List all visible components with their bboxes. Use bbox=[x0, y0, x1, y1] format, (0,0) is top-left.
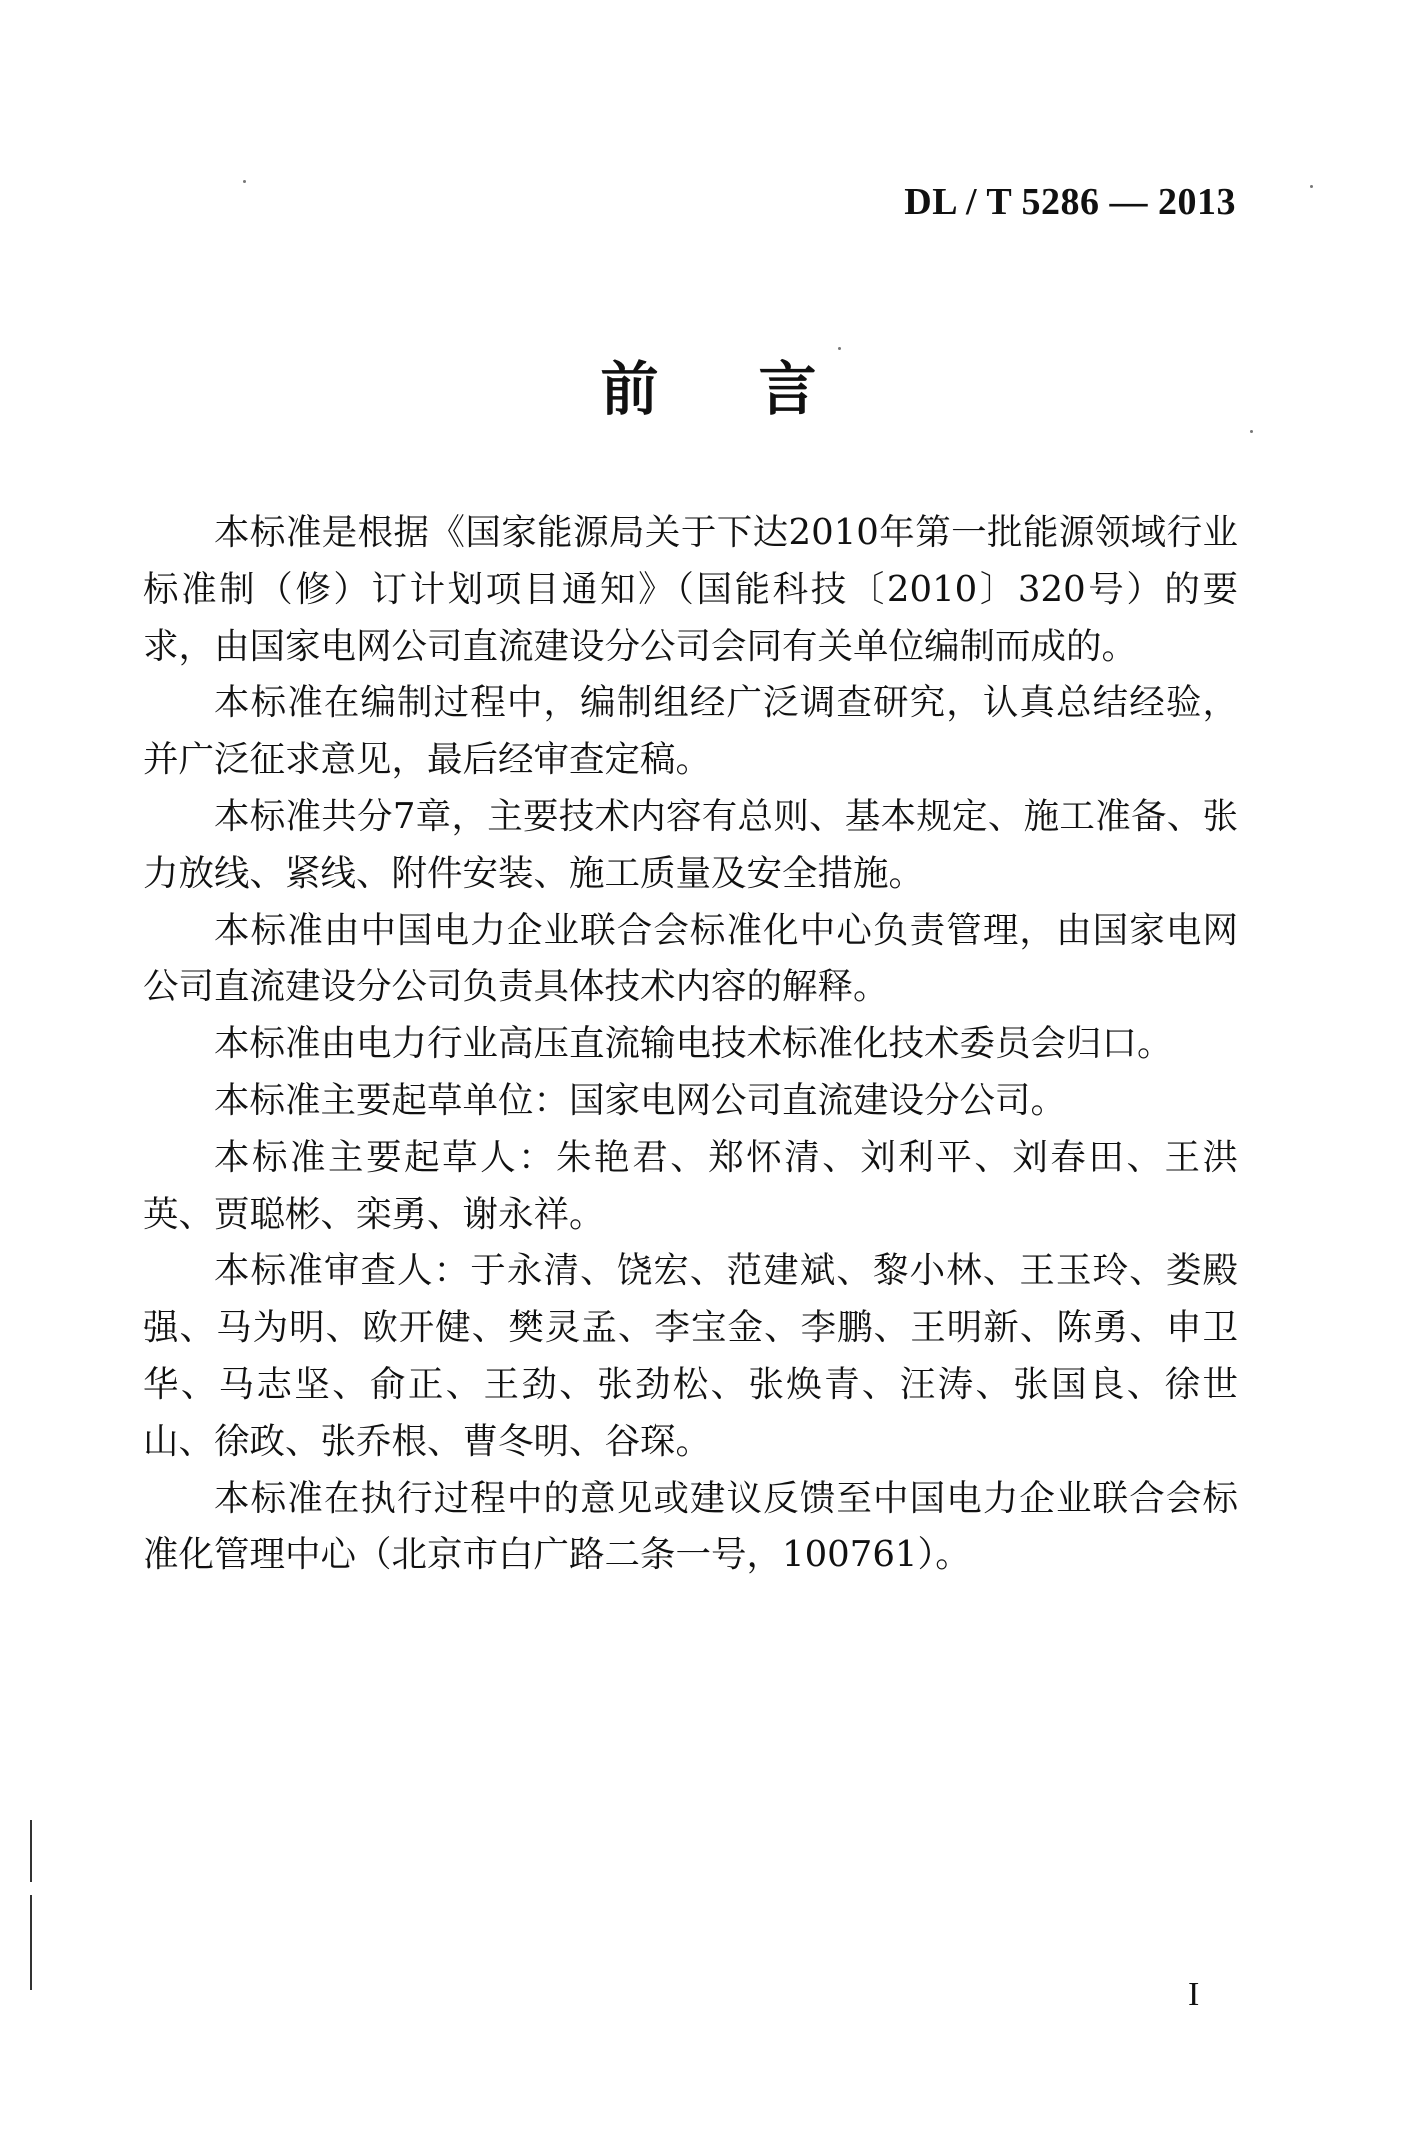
paragraph-committee: 本标准由电力行业高压直流输电技术标准化技术委员会归口。 bbox=[214, 1023, 1173, 1065]
scan-dust-3 bbox=[838, 347, 841, 350]
page-title bbox=[0, 342, 1417, 426]
paragraph-basis: 本标准是根据《国家能源局关于下达2010年第一批能源领域行业标准制（修）订计划项目通知》（国能科技〔2010〕320号）的要求，由国家电网公司直流建设分公司会同有关单位编制而成的。 bbox=[143, 512, 1238, 667]
paragraph-drafters: 本标准主要起草人：朱艳君、郑怀清、刘利平、刘春田、王洪英、贾聪彬、栾勇、谢永祥。 bbox=[143, 1136, 1238, 1235]
paragraph-reviewers: 本标准审查人：于永清、饶宏、范建斌、黎小林、王玉玲、娄殿强、马为明、欧开健、樊灵孟、李宝金、李鹏、王明新、陈勇、申卫华、马志坚、俞正、王劲、张劲松、张焕青、汪涛、张国良、徐世山、徐政、张乔根、曹冬明、谷琛。 bbox=[143, 1250, 1238, 1462]
document-code: DL / T 5286 — 2013 bbox=[904, 181, 1236, 223]
page-number: I bbox=[1188, 1976, 1200, 2013]
binding-mark-1 bbox=[30, 1820, 32, 1882]
preface-body bbox=[143, 505, 1238, 1584]
scan-dust-4 bbox=[1250, 430, 1253, 433]
title-char-2: 言 bbox=[758, 355, 817, 423]
binding-mark-2 bbox=[30, 1895, 32, 1990]
scan-dust-2 bbox=[1310, 185, 1313, 188]
scan-dust-1 bbox=[243, 180, 246, 183]
title-char-1: 前 bbox=[600, 355, 659, 423]
paragraph-drafting-unit: 本标准主要起草单位：国家电网公司直流建设分公司。 bbox=[214, 1079, 1067, 1121]
paragraph-feedback: 本标准在执行过程中的意见或建议反馈至中国电力企业联合会标准化管理中心（北京市白广路二条一号，100761）。 bbox=[143, 1477, 1238, 1576]
paragraph-management: 本标准由中国电力企业联合会标准化中心负责管理，由国家电网公司直流建设分公司负责具体技术内容的解释。 bbox=[143, 909, 1238, 1008]
paragraph-contents: 本标准共分7章，主要技术内容有总则、基本规定、施工准备、张力放线、紧线、附件安装、施工质量及安全措施。 bbox=[143, 795, 1238, 894]
paragraph-process: 本标准在编制过程中，编制组经广泛调查研究，认真总结经验，并广泛征求意见，最后经审查定稿。 bbox=[143, 682, 1238, 781]
